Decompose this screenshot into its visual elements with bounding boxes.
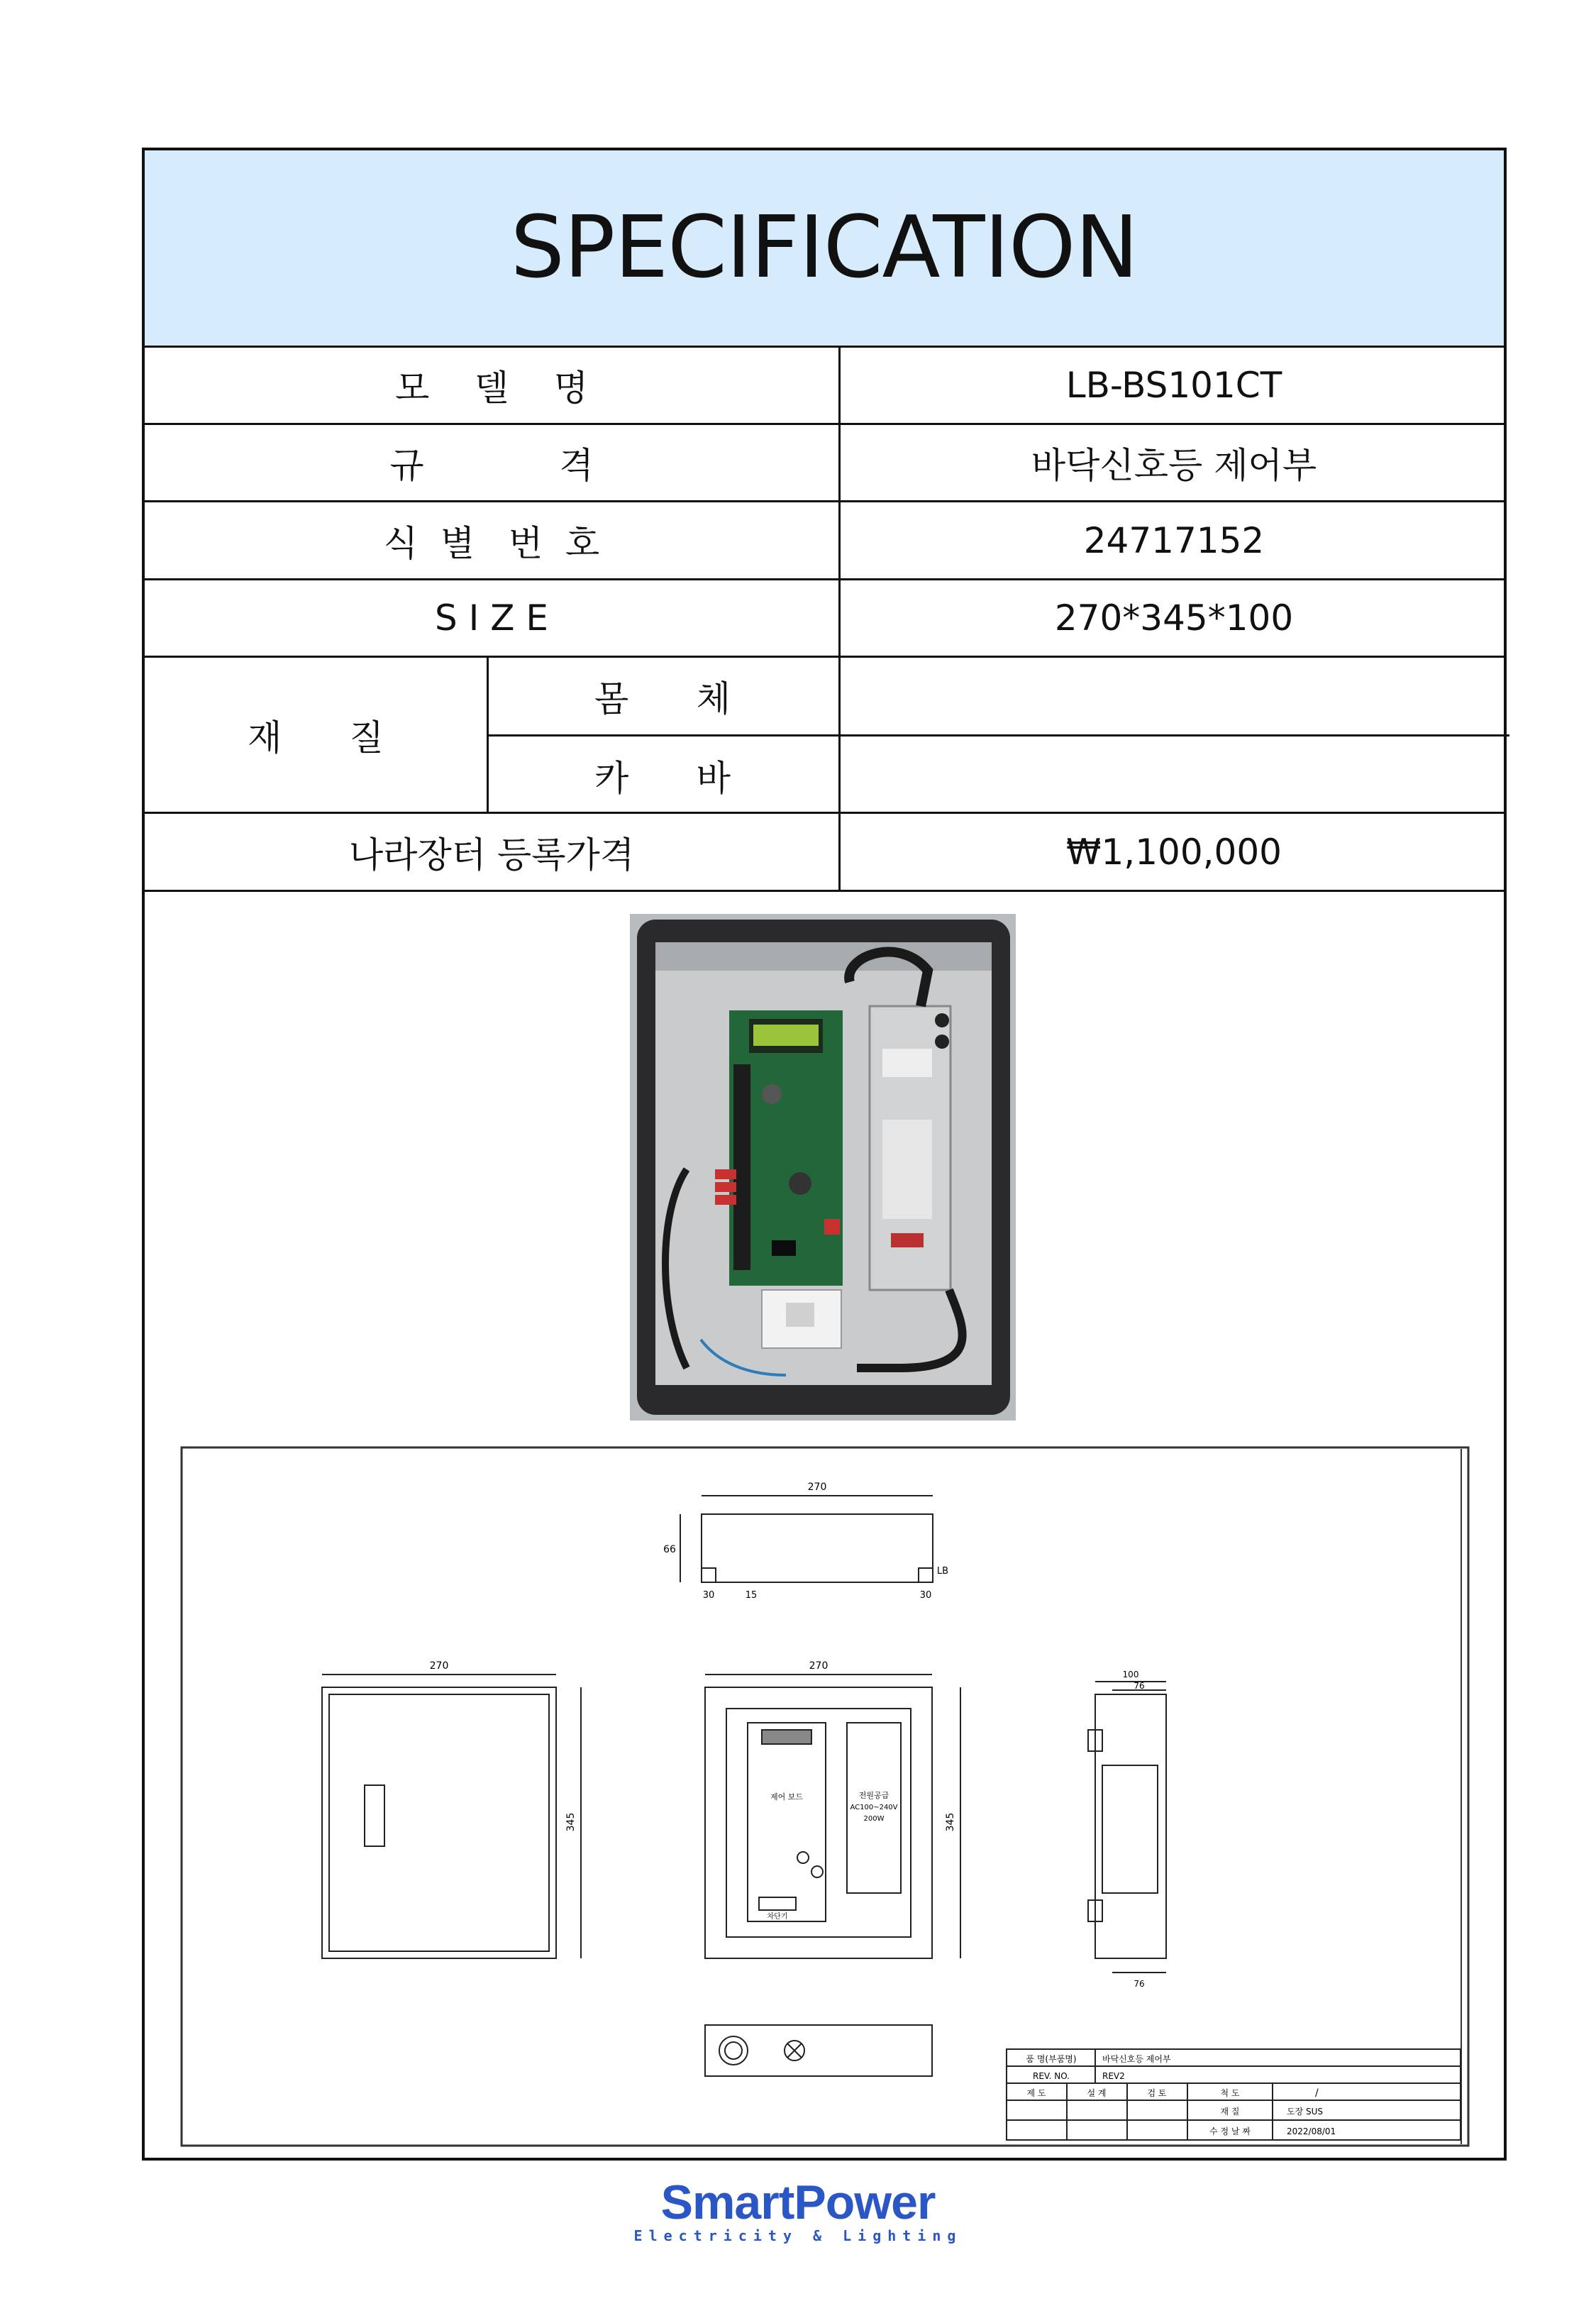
inner-psu-line1: 전원공급 xyxy=(858,1791,890,1800)
tb-name-label: 품 명(부품명) xyxy=(1026,2054,1077,2064)
top-width-label: 270 xyxy=(807,1482,827,1493)
front-height-label: 345 xyxy=(565,1812,577,1832)
spec-sheet xyxy=(142,148,1507,2161)
tb-rev-value: REV2 xyxy=(1102,2071,1125,2081)
inner-board-label: 제어 보드 xyxy=(770,1792,804,1802)
inner-switch-label: 차단기 xyxy=(767,1913,788,1921)
page-title: SPECIFICATION xyxy=(510,199,1138,297)
inner-psu-line3: 200W xyxy=(863,1815,885,1823)
spec-value: 바닥신호등 제어부 xyxy=(1031,445,1317,486)
cover-value xyxy=(838,737,1509,814)
row-spec xyxy=(145,425,1504,502)
row-price xyxy=(145,814,1504,892)
inner-psu-line2: AC100~240V xyxy=(850,1804,898,1811)
top-side-b-label: 30 xyxy=(919,1590,932,1601)
tb-check: 검 토 xyxy=(1147,2088,1167,2098)
price-value: ₩1,100,000 xyxy=(1066,831,1282,873)
product-photo xyxy=(630,914,1016,1420)
tb-material-label: 재 질 xyxy=(1220,2107,1240,2117)
id-value: 24717152 xyxy=(1083,519,1265,561)
row-material xyxy=(145,658,1504,814)
top-depth-label: 15 xyxy=(745,1590,758,1601)
id-label: 식 별 번 호 xyxy=(383,522,600,564)
front-width-label: 270 xyxy=(429,1660,449,1672)
side-depth-label: 100 xyxy=(1122,1670,1139,1679)
brand-logo: SmartPower xyxy=(660,2175,936,2229)
row-id xyxy=(145,502,1504,580)
side-bottom-label: 76 xyxy=(1134,1979,1145,1989)
title-band xyxy=(145,150,1504,348)
tb-scale-label: 척 도 xyxy=(1220,2088,1240,2098)
cover-label: 카 바 xyxy=(594,757,731,799)
tb-rev-label: REV. NO. xyxy=(1033,2071,1070,2081)
tb-design: 설 계 xyxy=(1087,2088,1107,2098)
top-side-a-label: 30 xyxy=(702,1590,715,1601)
brand-tagline: Electricity & Lighting xyxy=(633,2227,963,2244)
price-label: 나라장터 등록가격 xyxy=(348,834,635,876)
tb-material-value: 도장 SUS xyxy=(1287,2107,1324,2117)
size-label: S I Z E xyxy=(434,597,548,639)
top-r-label: LB xyxy=(936,1566,949,1577)
row-size xyxy=(145,580,1504,658)
material-label: 재 질 xyxy=(248,717,384,758)
technical-drawing xyxy=(180,1446,1474,2148)
top-height-label: 66 xyxy=(663,1544,676,1555)
spec-label: 규 격 xyxy=(389,445,594,486)
tb-made: 제 도 xyxy=(1026,2088,1046,2098)
tb-scale-value: / xyxy=(1315,2087,1319,2099)
inner-width-label: 270 xyxy=(809,1660,829,1672)
size-value: 270*345*100 xyxy=(1054,597,1294,639)
brand-footer xyxy=(0,2175,1596,2244)
model-value: LB-BS101CT xyxy=(1065,365,1282,406)
inner-height-label: 345 xyxy=(945,1812,956,1832)
row-model xyxy=(145,348,1504,425)
model-label: 모 델 명 xyxy=(394,368,589,409)
body-label: 몸 체 xyxy=(594,678,731,719)
body-value xyxy=(838,658,1509,734)
tb-date-label: 수 정 날 짜 xyxy=(1209,2126,1251,2136)
tb-date-value: 2022/08/01 xyxy=(1287,2126,1336,2136)
side-inner-label: 76 xyxy=(1134,1681,1145,1691)
tb-name-value: 바닥신호등 제어부 xyxy=(1102,2054,1171,2064)
